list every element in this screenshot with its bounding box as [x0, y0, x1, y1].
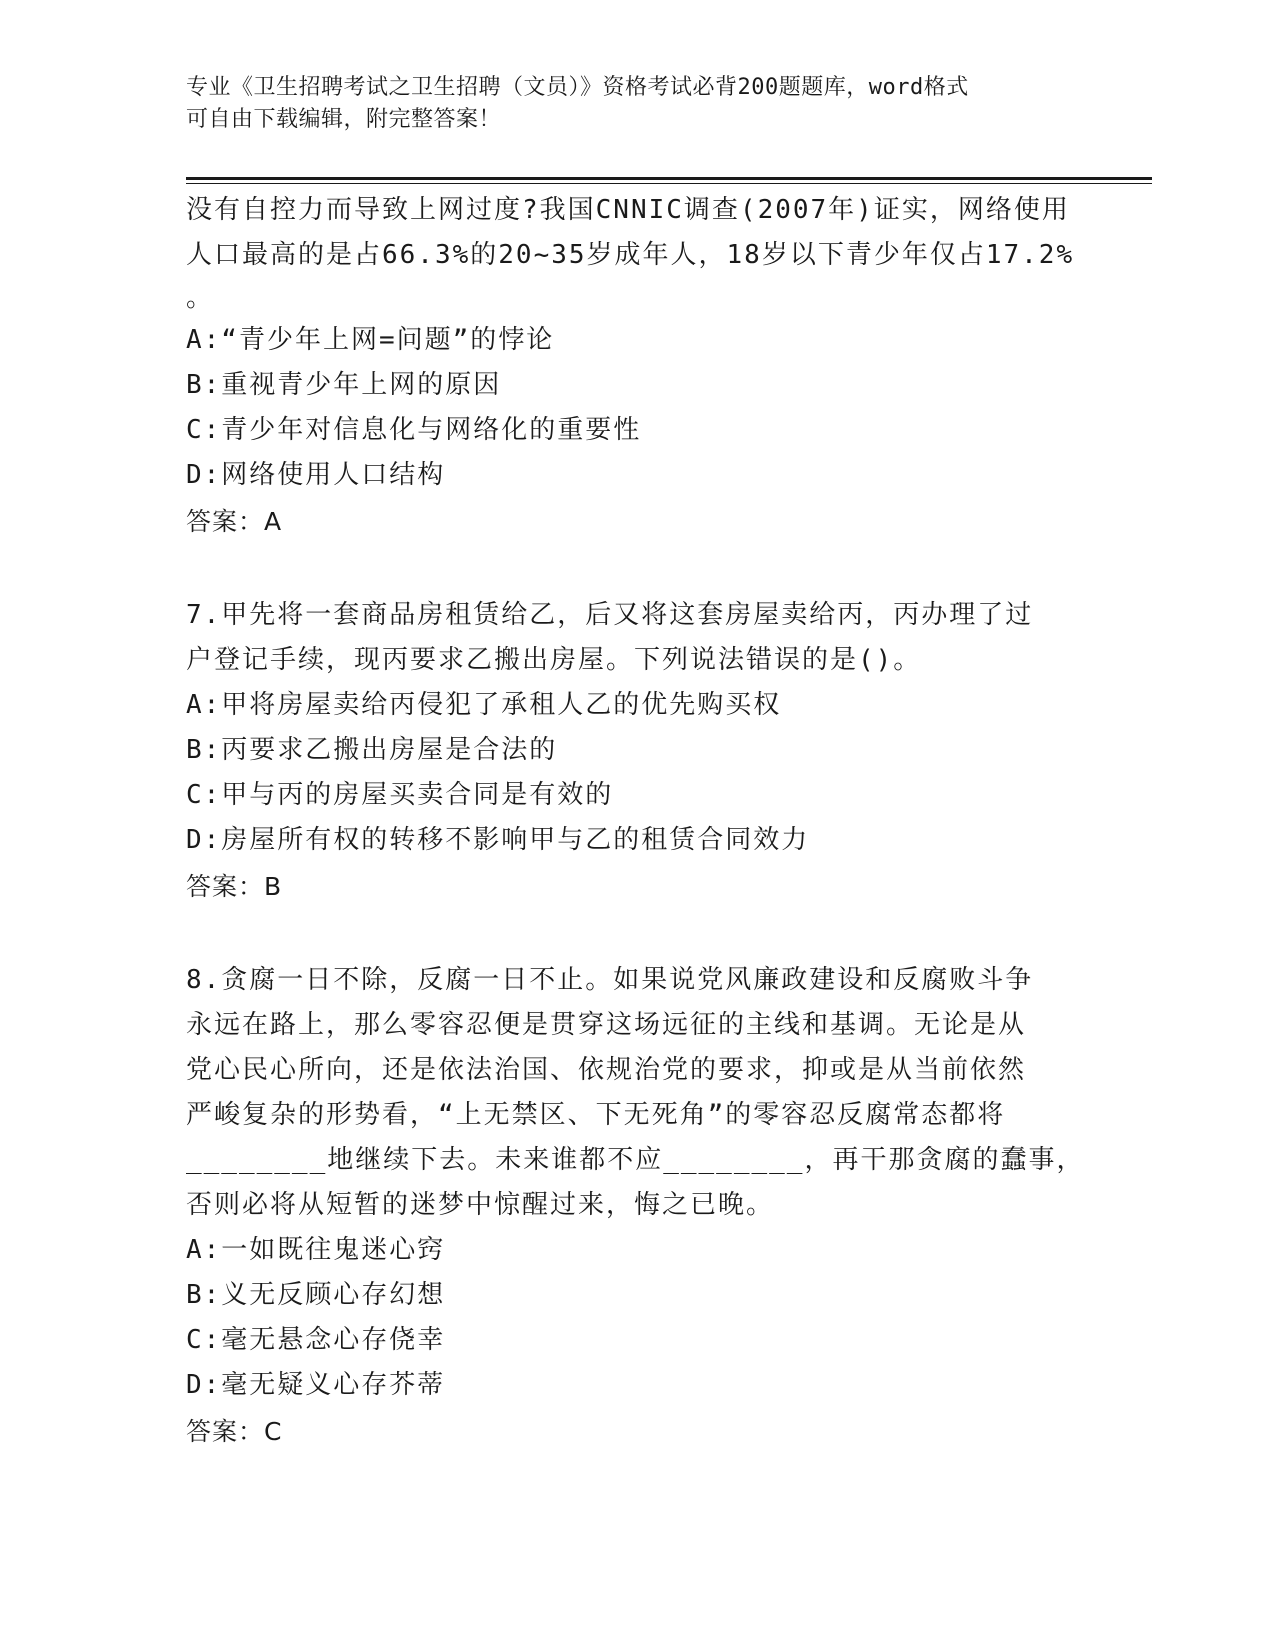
question-8-text-line-4: 严峻复杂的形势看，“上无禁区、下无死角”的零容忍反腐常态都将 — [186, 1100, 1006, 1130]
document-header — [186, 72, 1086, 136]
question-8-option-a: A:一如既往鬼迷心窍 — [186, 1235, 446, 1265]
question-8-text-line-6: 否则必将从短暂的迷梦中惊醒过来，悔之已晚。 — [186, 1190, 775, 1220]
question-6-option-b: B:重视青少年上网的原因 — [186, 370, 502, 400]
header-title-line-1: 专业《卫生招聘考试之卫生招聘（文员）》资格考试必背200题题库，word格式 — [186, 75, 969, 100]
question-8-answer: 答案：C — [186, 1417, 283, 1446]
question-6 — [186, 188, 1146, 546]
question-6-text-line-3: 。 — [186, 283, 215, 313]
header-divider-thin — [186, 183, 1152, 184]
question-6-option-d: D:网络使用人口结构 — [186, 460, 446, 490]
question-7-text-line-1: 7.甲先将一套商品房租赁给乙，后又将这套房屋卖给丙，丙办理了过 — [186, 600, 1034, 630]
question-7-answer: 答案：B — [186, 872, 283, 901]
question-6-text-line-1: 没有自控力而导致上网过度?我国CNNIC调查(2007年)证实，网络使用 — [186, 195, 1070, 225]
question-8-option-c: C:毫无悬念心存侥幸 — [186, 1325, 446, 1355]
question-7-option-a: A:甲将房屋卖给丙侵犯了承租人乙的优先购买权 — [186, 690, 782, 720]
header-title-line-2: 可自由下载编辑，附完整答案！ — [186, 107, 502, 132]
question-6-answer: 答案：A — [186, 507, 283, 536]
spacer — [186, 911, 1146, 958]
question-8-option-b: B:义无反顾心存幻想 — [186, 1280, 446, 1310]
spacer — [186, 546, 1146, 593]
document-body — [186, 188, 1146, 1456]
question-6-option-c: C:青少年对信息化与网络化的重要性 — [186, 415, 642, 445]
question-8-text-line-2: 永远在路上，那么零容忍便是贯穿这场远征的主线和基调。无论是从 — [186, 1010, 1027, 1040]
question-8-option-d: D:毫无疑义心存芥蒂 — [186, 1370, 446, 1400]
question-6-option-a: A:“青少年上网=问题”的悖论 — [186, 325, 555, 355]
question-7-option-d: D:房屋所有权的转移不影响甲与乙的租赁合同效力 — [186, 825, 810, 855]
question-7-option-b: B:丙要求乙搬出房屋是合法的 — [186, 735, 558, 765]
question-6-text-line-2: 人口最高的是占66.3%的20~35岁成年人，18岁以下青少年仅占17.2% — [186, 240, 1075, 270]
header-divider-thick — [186, 177, 1152, 180]
question-7-text-line-2: 户登记手续，现丙要求乙搬出房屋。下列说法错误的是()。 — [186, 645, 922, 675]
question-7-option-c: C:甲与丙的房屋买卖合同是有效的 — [186, 780, 614, 810]
question-8-text-line-5: ________地继续下去。未来谁都不应________，再干那贪腐的蠢事， — [186, 1145, 1085, 1175]
question-8-text-line-3: 党心民心所向，还是依法治国、依规治党的要求，抑或是从当前依然 — [186, 1055, 1027, 1085]
question-8-text-line-1: 8.贪腐一日不除，反腐一日不止。如果说党风廉政建设和反腐败斗争 — [186, 965, 1034, 995]
question-8 — [186, 958, 1146, 1456]
question-7 — [186, 593, 1146, 911]
